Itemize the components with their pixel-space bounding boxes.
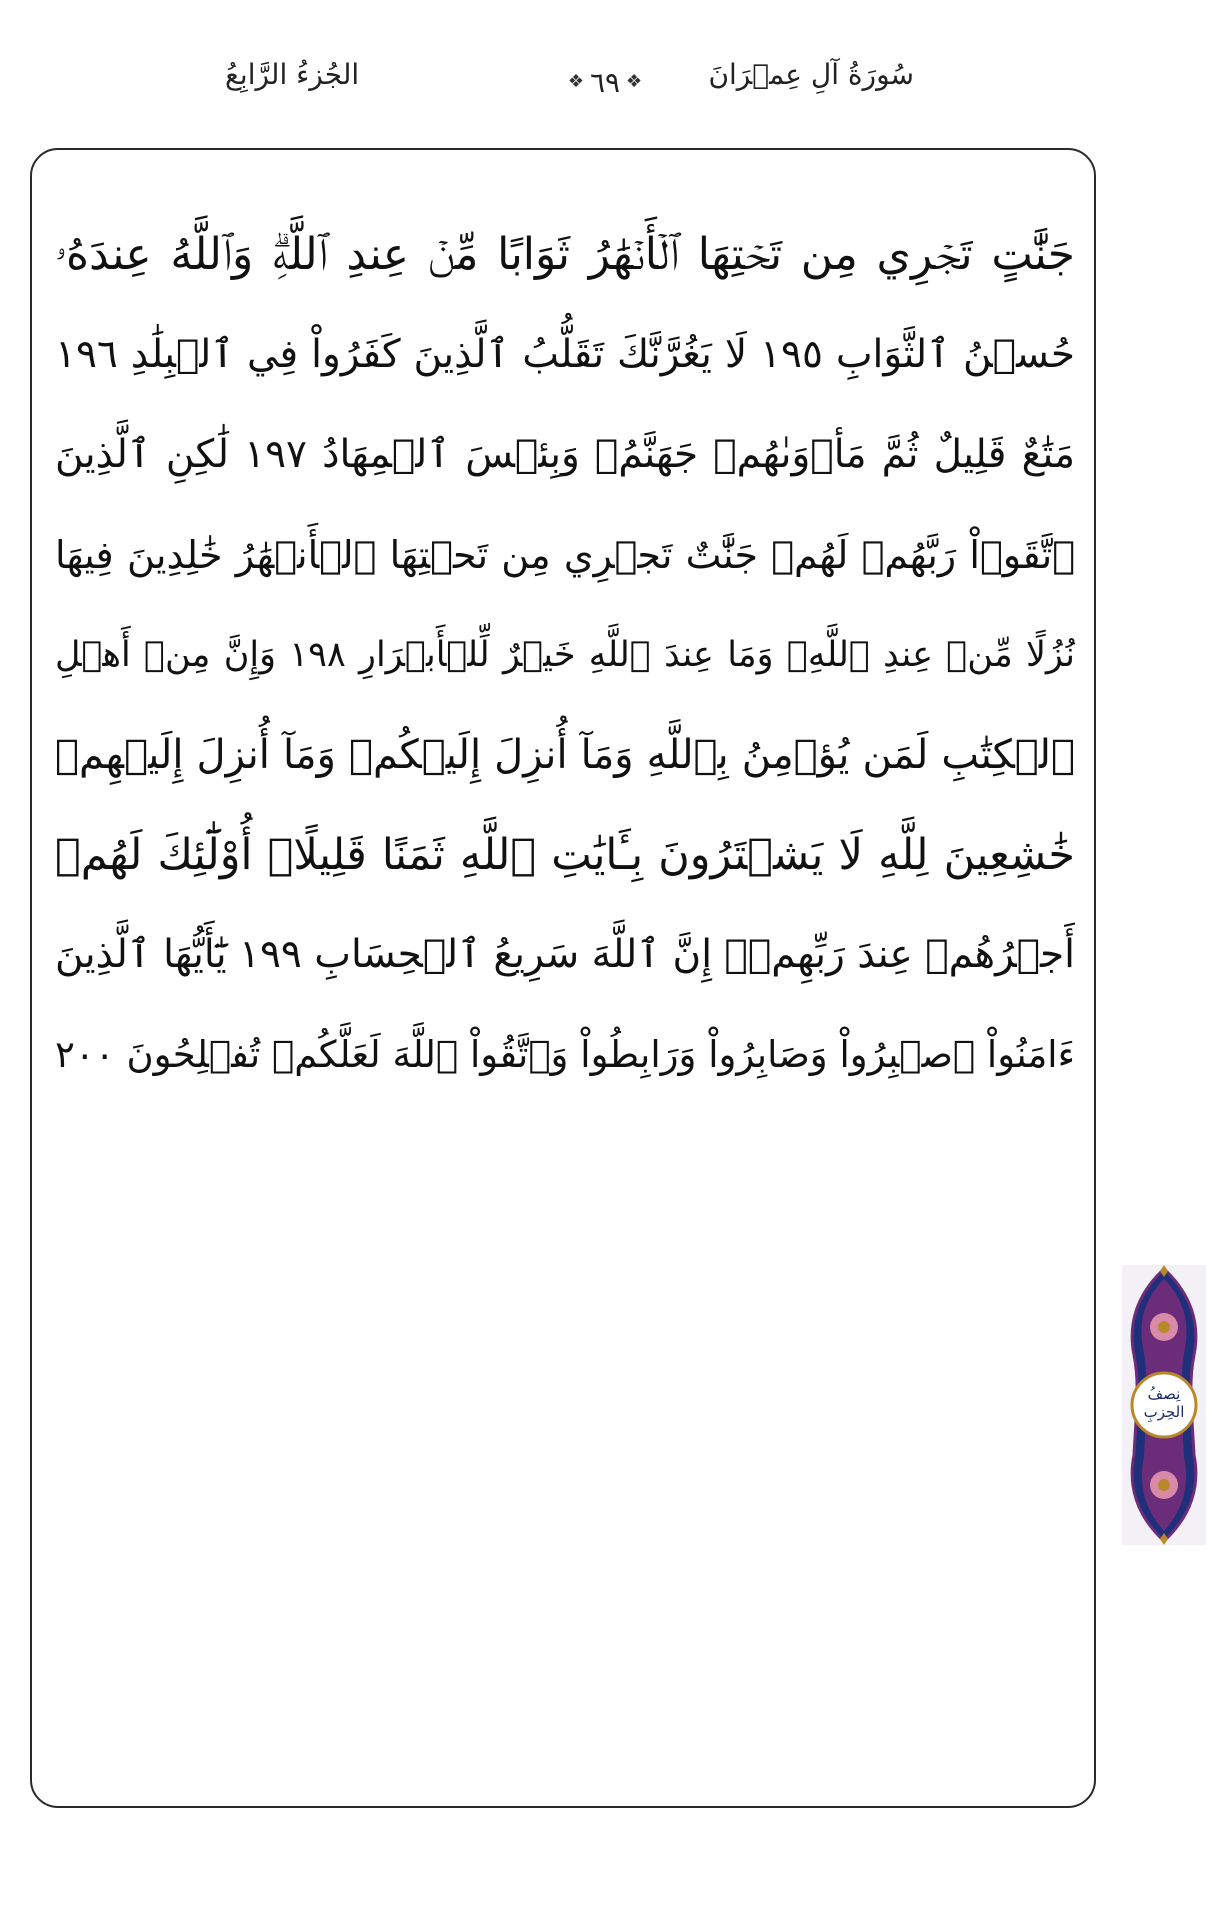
verse-line: ٱتَّقَوۡاْ رَبَّهُمۡ لَهُمۡ جَنَّٰتٌ تَجۡرِي مِن تَحۡتِهَا ٱلۡأَنۡهَٰرُ خَٰلِدِينَ فِيهَا — [55, 533, 1075, 577]
verse-line: مَتَٰعٌ قَلِيلٌ ثُمَّ مَأۡوَىٰهُمۡ جَهَنَّمُۖ وَبِئۡسَ ٱلۡمِهَادُ ١٩٧ لَٰكِنِ ٱلَّذِينَ — [55, 432, 1075, 477]
verse-line: نُزُلًا مِّنۡ عِندِ ٱللَّهِۗ وَمَا عِندَ ٱللَّهِ خَيۡرٌ لِّلۡأَبۡرَارِ ١٩٨ وَإِنَّ مِنۡ أَهۡلِ — [55, 635, 1075, 675]
verse-line: ٱلۡكِتَٰبِ لَمَن يُؤۡمِنُ بِٱللَّهِ وَمَآ أُنزِلَ إِلَيۡكُمۡ وَمَآ أُنزِلَ إِلَيۡهِمۡ — [55, 732, 1075, 778]
hizb-label: نِصفُ الحِزبِ — [1143, 1385, 1185, 1421]
verse-line: حُسۡنُ ٱلثَّوَابِ ١٩٥ لَا يَغُرَّنَّكَ تَقَلُّبُ ٱلَّذِينَ كَفَرُواْ فِي ٱلۡبِلَٰدِ ١٩٦ — [55, 332, 1075, 377]
page-header — [0, 0, 1214, 150]
surah-name: سُورَةُ آلِ عِمۡرَانَ — [708, 58, 914, 91]
right-ornament-icon: ❖ — [626, 71, 643, 92]
hizb-marker — [1122, 1265, 1206, 1545]
verse-line: خَٰشِعِينَ لِلَّهِ لَا يَشۡتَرُونَ بِـَٔايَٰتِ ٱللَّهِ ثَمَنًا قَلِيلًاۗ أُوْلَٰٓئِكَ لَهُمۡ — [55, 830, 1075, 880]
left-ornament-icon: ❖ — [567, 71, 584, 92]
verse-line: ءَامَنُواْ ٱصۡبِرُواْ وَصَابِرُواْ وَرَابِطُواْ وَٱتَّقُواْ ٱللَّهَ لَعَلَّكُمۡ تُفۡلِحُونَ ٢٠٠ — [55, 1033, 1075, 1076]
verse-line: أَجۡرُهُمۡ عِندَ رَبِّهِمۡۗ إِنَّ ٱللَّهَ سَرِيعُ ٱلۡحِسَابِ ١٩٩ يَٰٓأَيُّهَا ٱلَّذِينَ — [55, 932, 1075, 977]
page-number-ornament — [540, 62, 670, 102]
verse-line: جَنَّٰتٍ تَجۡرِي مِن تَحۡتِهَا ٱلۡأَنۡهَٰرُ ثَوَابًا مِّنۡ عِندِ ٱللَّهِۗ وَٱللَّهُ عِندَهُۥ — [55, 229, 1075, 280]
page-number: ٦٩ — [589, 65, 621, 99]
verses-text-block — [55, 205, 1075, 1105]
juz-name: الجُزءُ الرَّابِعُ — [225, 58, 360, 91]
